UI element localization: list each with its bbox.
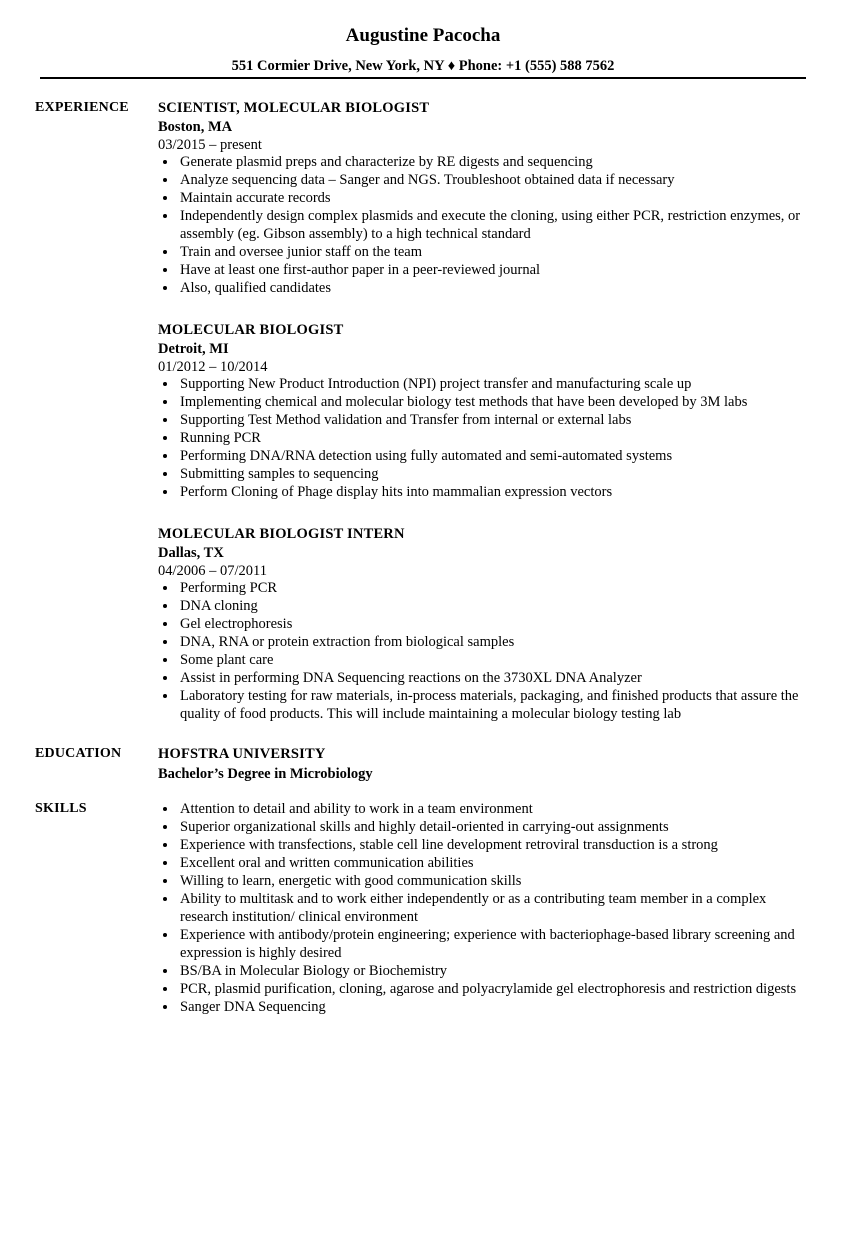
list-item: Laboratory testing for raw materials, in-process materials, packaging, and finished products that assure the quality of food products. This will include maintaining a molecular biology testing lab — [158, 687, 818, 723]
job-dates: 04/2006 – 07/2011 — [158, 563, 268, 579]
list-item: Generate plasmid preps and characterize by RE digests and sequencing — [158, 153, 818, 171]
list-item: Attention to detail and ability to work in a team environment — [158, 800, 818, 818]
list-item: Have at least one first-author paper in a peer-reviewed journal — [158, 261, 818, 279]
school-name: HOFSTRA UNIVERSITY — [158, 746, 326, 762]
list-item: Experience with antibody/protein engineering; experience with bacteriophage-based library screening and expression is highly desired — [158, 926, 818, 962]
job-entry — [158, 99, 818, 297]
list-item: Assist in performing DNA Sequencing reactions on the 3730XL DNA Analyzer — [158, 669, 818, 687]
job-entry — [158, 525, 818, 723]
list-item: Excellent oral and written communication abilities — [158, 854, 818, 872]
list-item: Implementing chemical and molecular biology test methods that have been developed by 3M labs — [158, 393, 818, 411]
list-item: BS/BA in Molecular Biology or Biochemistry — [158, 962, 818, 980]
section-title-experience: EXPERIENCE — [35, 100, 129, 115]
list-item: DNA, RNA or protein extraction from biological samples — [158, 633, 818, 651]
list-item: Some plant care — [158, 651, 818, 669]
job-dates: 01/2012 – 10/2014 — [158, 359, 268, 375]
education-body — [158, 745, 818, 784]
list-item: Performing DNA/RNA detection using fully automated and semi-automated systems — [158, 447, 818, 465]
list-item: Performing PCR — [158, 579, 818, 597]
list-item: PCR, plasmid purification, cloning, agarose and polyacrylamide gel electrophoresis and restriction digests — [158, 980, 818, 998]
list-item: Analyze sequencing data – Sanger and NGS. Troubleshoot obtained data if necessary — [158, 171, 818, 189]
list-item: Independently design complex plasmids and execute the cloning, using either PCR, restriction enzymes, or assembly (eg. Gibson assembly) to a high technical standard — [158, 207, 818, 243]
list-item: Gel electrophoresis — [158, 615, 818, 633]
job-location: Detroit, MI — [158, 341, 229, 357]
list-item: DNA cloning — [158, 597, 818, 615]
list-item: Willing to learn, energetic with good communication skills — [158, 872, 818, 890]
resume-header — [40, 24, 806, 75]
list-item: Supporting New Product Introduction (NPI) project transfer and manufacturing scale up — [158, 375, 818, 393]
list-item: Train and oversee junior staff on the team — [158, 243, 818, 261]
list-item: Maintain accurate records — [158, 189, 818, 207]
job-title: MOLECULAR BIOLOGIST — [158, 322, 344, 338]
list-item: Ability to multitask and to work either independently or as a contributing team member in a complex research institution/ clinical environment — [158, 890, 818, 926]
job-bullets — [158, 153, 818, 297]
job-location: Dallas, TX — [158, 545, 224, 561]
list-item: Superior organizational skills and highly detail-oriented in carrying-out assignments — [158, 818, 818, 836]
skills-list — [158, 800, 818, 1016]
contact-line: 551 Cormier Drive, New York, NY ♦ Phone: +1 (555) 588 7562 — [231, 58, 615, 74]
list-item: Sanger DNA Sequencing — [158, 998, 818, 1016]
list-item: Experience with transfections, stable cell line development retroviral transduction is a strong — [158, 836, 818, 854]
header-divider — [40, 77, 806, 79]
list-item: Also, qualified candidates — [158, 279, 818, 297]
skills-body — [158, 800, 818, 1016]
section-title-education: EDUCATION — [35, 746, 122, 761]
candidate-name: Augustine Pacocha — [345, 25, 501, 46]
job-dates: 03/2015 – present — [158, 137, 262, 153]
section-title-skills: SKILLS — [35, 801, 87, 816]
job-location: Boston, MA — [158, 119, 233, 135]
job-title: SCIENTIST, MOLECULAR BIOLOGIST — [158, 100, 430, 116]
list-item: Running PCR — [158, 429, 818, 447]
experience-body — [158, 99, 818, 723]
list-item: Perform Cloning of Phage display hits into mammalian expression vectors — [158, 483, 818, 501]
job-entry — [158, 321, 818, 501]
list-item: Submitting samples to sequencing — [158, 465, 818, 483]
list-item: Supporting Test Method validation and Transfer from internal or external labs — [158, 411, 818, 429]
job-title: MOLECULAR BIOLOGIST INTERN — [158, 526, 405, 542]
job-bullets — [158, 375, 818, 501]
job-bullets — [158, 579, 818, 723]
degree-name: Bachelor’s Degree in Microbiology — [158, 766, 373, 782]
